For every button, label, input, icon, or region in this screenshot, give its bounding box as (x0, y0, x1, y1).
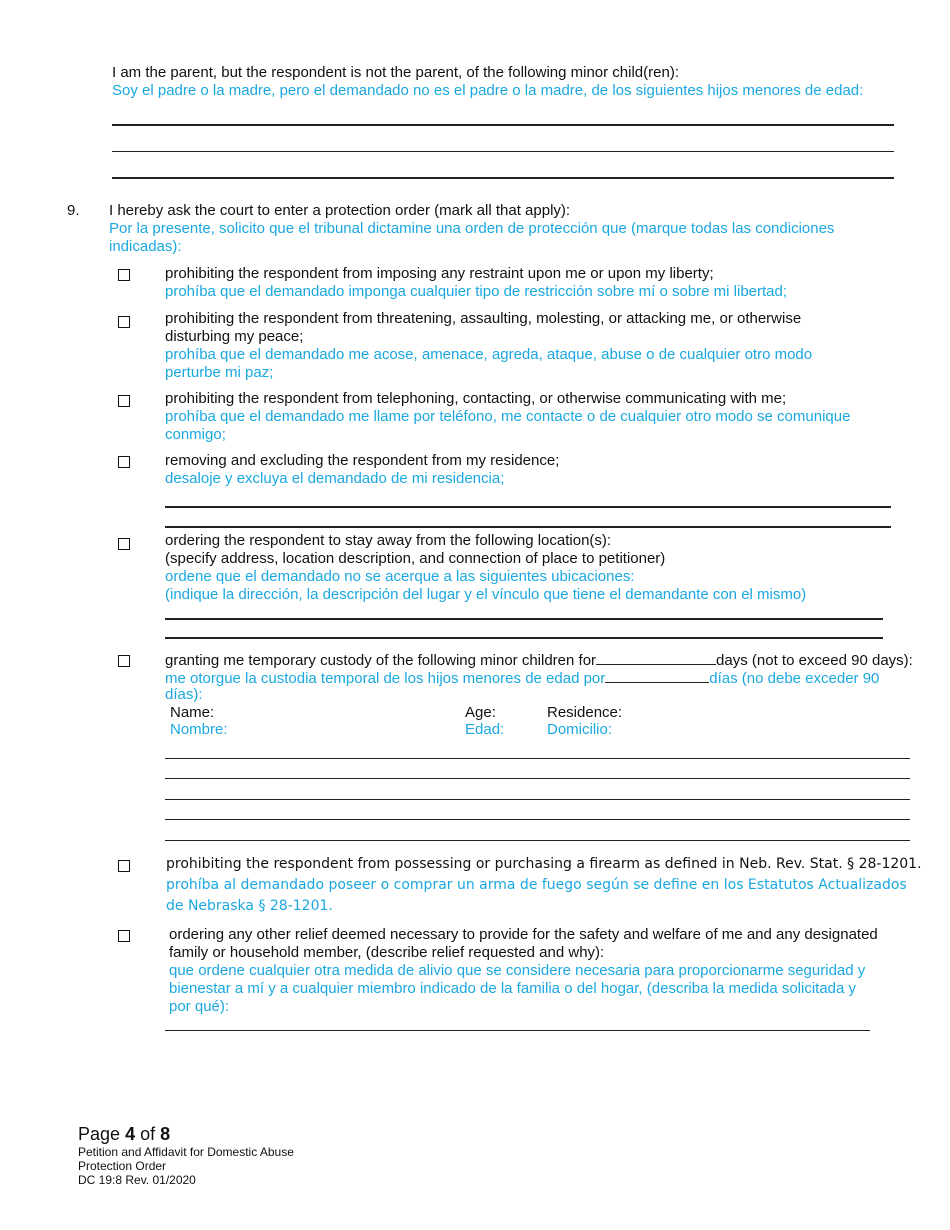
location-line-2[interactable] (165, 637, 883, 639)
custody-label-es-a: me otorgue la custodia temporal de los hijos menores de edad por (165, 670, 606, 687)
threatening-label-en-2: disturbing my peace; (165, 328, 304, 345)
threatening-label-es-1: prohíba que el demandado me acose, amenace, agreda, ataque, abuse o de cualquier otro modo (165, 346, 813, 363)
custody-label-en-b: days (not to exceed 90 days): (716, 652, 913, 669)
of-word: of (140, 1124, 156, 1144)
form-title-2: Protection Order (78, 1159, 167, 1173)
custody-col-residence-en: Residence: (547, 704, 623, 721)
section9-heading-es-1: Por la presente, solicito que el tribunal dictamine una orden de protección que (marque todas las condiciones (109, 220, 835, 237)
custody-label-en (165, 650, 913, 670)
form-id: DC 19:8 Rev. 01/2020 (78, 1173, 196, 1187)
custody-col-age-es: Edad: (465, 721, 505, 738)
custody-col-residence-es: Domicilio: (547, 721, 613, 738)
custody-label-es-c: días): (165, 686, 203, 703)
custody-label-es (165, 668, 879, 688)
other-relief-checkbox[interactable] (118, 930, 130, 942)
other-relief-label-es-2: bienestar a mí y a cualquier miembro indicado de la familia o del hogar, (describa la medida solicitada y (169, 980, 857, 997)
minor-children-label-en: I am the parent, but the respondent is not the parent, of the following minor child(ren): (112, 64, 679, 81)
custody-col-age-en: Age: (465, 704, 496, 721)
removing-label-es: desaloje y excluya el demandado de mi residencia; (165, 470, 505, 487)
custody-label-en-a: granting me temporary custody of the following minor children for (165, 652, 597, 669)
stay-away-label-es-2: (indique la dirección, la descripción del lugar y el vínculo que tiene el demandante con el mismo) (165, 586, 807, 603)
custody-row-line-5[interactable] (165, 840, 910, 841)
firearm-label-en: prohibiting the respondent from possessing or purchasing a firearm as defined in Neb. Rev. Stat. § 28-1201. (166, 856, 922, 872)
custody-col-name-es: Nombre: (170, 721, 228, 738)
custody-checkbox[interactable] (118, 655, 130, 667)
minor-children-line-3[interactable] (112, 177, 894, 179)
minor-children-label-es: Soy el padre o la madre, pero el demandado no es el padre o la madre, de los siguientes hijos menores de edad: (112, 82, 864, 99)
form-title-1: Petition and Affidavit for Domestic Abuse (78, 1145, 294, 1159)
stay-away-label-en-2: (specify address, location description, and connection of place to petitioner) (165, 550, 666, 567)
other-relief-label-es-1: que ordene cualquier otra medida de alivio que se considere necesaria para proporcionarme seguridad y (169, 962, 866, 979)
custody-days-field[interactable] (596, 650, 716, 665)
threatening-label-en-1: prohibiting the respondent from threatening, assaulting, molesting, or attacking me, or otherwise (165, 310, 802, 327)
section9-heading-en: I hereby ask the court to enter a protection order (mark all that apply): (109, 202, 571, 219)
custody-row-line-1[interactable] (165, 758, 910, 759)
location-line-1[interactable] (165, 618, 883, 620)
other-relief-label-en-2: family or household member, (describe relief requested and why): (169, 944, 605, 961)
contacting-label-es-2: conmigo; (165, 426, 226, 443)
custody-row-line-3[interactable] (165, 799, 910, 800)
firearm-checkbox[interactable] (118, 860, 130, 872)
section9-heading-es-2: indicadas): (109, 238, 182, 255)
page-indicator (78, 1123, 170, 1145)
other-relief-label-en-1: ordering any other relief deemed necessary to provide for the safety and welfare of me and any designated (169, 926, 878, 943)
restraint-label-es: prohíba que el demandado imponga cualquier tipo de restricción sobre mí o sobre mi libertad; (165, 283, 788, 300)
section-number: 9. (67, 202, 80, 219)
custody-row-line-4[interactable] (165, 819, 910, 820)
residence-line-2[interactable] (165, 526, 891, 528)
contacting-label-es-1: prohíba que el demandado me llame por teléfono, me contacte o de cualquier otro modo se comunique (165, 408, 851, 425)
custody-dias-field[interactable] (605, 668, 709, 683)
threatening-label-es-2: perturbe mi paz; (165, 364, 274, 381)
contacting-checkbox[interactable] (118, 395, 130, 407)
threatening-checkbox[interactable] (118, 316, 130, 328)
page-number: 4 (125, 1124, 136, 1144)
page-total: 8 (160, 1124, 171, 1144)
other-relief-line[interactable] (165, 1030, 870, 1031)
firearm-label-es-1: prohíba al demandado poseer o comprar un arma de fuego según se define en los Estatutos Actualizados (166, 877, 907, 893)
restraint-label-en: prohibiting the respondent from imposing any restraint upon me or upon my liberty; (165, 265, 714, 282)
page-word: Page (78, 1124, 121, 1144)
removing-checkbox[interactable] (118, 456, 130, 468)
minor-children-line-1[interactable] (112, 124, 894, 126)
stay-away-checkbox[interactable] (118, 538, 130, 550)
firearm-label-es-2: de Nebraska § 28-1201. (166, 898, 333, 914)
other-relief-label-es-3: por qué): (169, 998, 230, 1015)
custody-label-es-b: días (no debe exceder 90 (709, 670, 880, 687)
custody-row-line-2[interactable] (165, 778, 910, 779)
custody-col-name-en: Name: (170, 704, 215, 721)
restraint-checkbox[interactable] (118, 269, 130, 281)
removing-label-en: removing and excluding the respondent from my residence; (165, 452, 560, 469)
stay-away-label-en-1: ordering the respondent to stay away from the following location(s): (165, 532, 612, 549)
minor-children-line-2[interactable] (112, 151, 894, 152)
contacting-label-en: prohibiting the respondent from telephoning, contacting, or otherwise communicating with me; (165, 390, 787, 407)
residence-line-1[interactable] (165, 506, 891, 508)
stay-away-label-es-1: ordene que el demandado no se acerque a las siguientes ubicaciones: (165, 568, 635, 585)
